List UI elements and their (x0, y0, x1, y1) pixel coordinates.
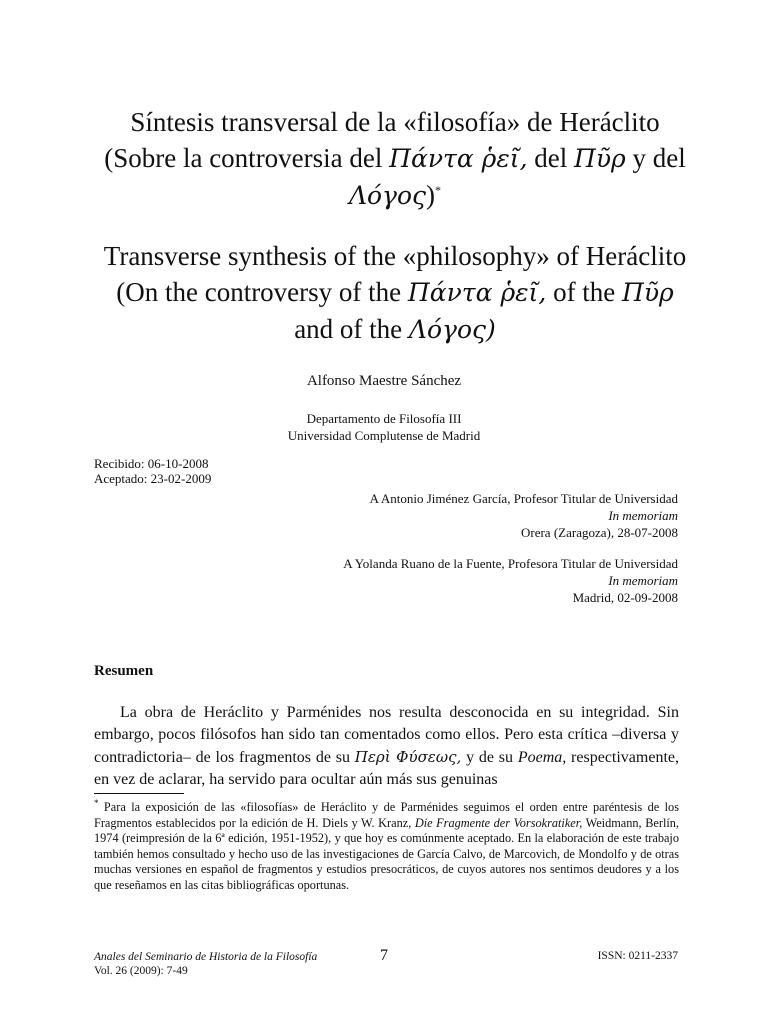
abstract-heading: Resumen (94, 663, 154, 679)
title-es-part3: y del (625, 143, 686, 173)
dedication-2 (118, 555, 678, 606)
accepted-date: Aceptado: 23-02-2009 (94, 471, 212, 486)
dedication-2-memoriam: In memoriam (608, 573, 678, 588)
page-number: 7 (380, 947, 388, 964)
affiliation-department: Departamento de Filosofía III (306, 411, 462, 426)
affiliation (0, 410, 768, 444)
dedication-1 (118, 490, 678, 541)
title-es-part1: Síntesis transversal de la «filosofía» de Heráclito (Sobre la controversia del (104, 107, 660, 173)
title-footnote-mark: * (435, 183, 442, 197)
title-en-part1: Transverse synthesis of the «philosophy» of Heráclito (On the controversy of the (103, 241, 687, 307)
title-es-part4: ) (426, 180, 436, 210)
abstract-text-1: La obra de Heráclito y Parménides nos resulta desconocida en su integridad. Sin embargo, pocos filósofos han sido tan comentados como ellos. Pero esta crítica –diversa y contradictoria– de los fragmentos de su (94, 704, 679, 766)
journal-citation (94, 950, 317, 978)
journal-volume: Vol. 26 (2009): 7-49 (94, 965, 188, 977)
title-es-greek-logos: Λόγος (348, 181, 427, 210)
abstract-text-3: respectivamente, en vez de aclarar, ha servido para ocultar aún más sus genuinas (94, 749, 679, 788)
dedication-1-memoriam: In memoriam (608, 508, 678, 523)
footnote-divider (94, 793, 184, 794)
abstract-text-2: y de su (461, 749, 518, 766)
title-en-greek-logos: Λόγος) (408, 315, 496, 344)
footnote-book-title: Die Fragmente der Vorsokratiker, (414, 815, 583, 830)
abstract-greek-peri-physeos: Περὶ Φύσεως, (354, 748, 462, 766)
dedication-2-name: A Yolanda Ruano de la Fuente, Profesora Titular de Universidad (343, 556, 678, 571)
title-es-greek-panta-rei: Πάντα ῥεῖ, (389, 144, 528, 173)
received-date: Recibido: 06-10-2008 (94, 456, 209, 471)
abstract-poema: Poema, (517, 749, 567, 766)
title-english (100, 238, 690, 348)
author-name: Alfonso Maestre Sánchez (306, 373, 462, 389)
title-es-greek-pyr: Πῦρ (574, 144, 626, 173)
footnote-text-2: Weidmann, Berlín, 1974 (reimpresión de la 6ª edición, 1951-1952), y que hoy es comúnmente aceptado. En la elaboración de este trabajo también hemos consultado y hecho uso de las investigaciones de García Calvo, de Marcovich, de Mondolfo y de otras muchas versiones en español de fragmentos y estudios presocráticos, de cuyos autores nos sentimos deudores y a los que reseñamos en las citas bibliográficas oportunas. (94, 815, 680, 892)
title-en-part2: of the (546, 277, 623, 307)
title-en-greek-panta-rei: Πάντα ῥεῖ, (407, 278, 547, 307)
footnote-text-1: Para la exposición de las «filosofías» de Heráclito y de Parménides seguimos el orden entre paréntesis de los Fragmentos establecidos por la edición de H. Diels y W. Kranz, (94, 800, 679, 830)
dedication-1-name: A Antonio Jiménez García, Profesor Titular de Universidad (369, 491, 678, 506)
footnote (94, 797, 680, 893)
dedication-1-place-date: Orera (Zaragoza), 28-07-2008 (520, 525, 678, 540)
dedication-2-place-date: Madrid, 02-09-2008 (572, 590, 678, 605)
submission-dates (94, 456, 211, 486)
title-en-greek-pyr: Πῦρ (622, 278, 674, 307)
journal-name: Anales del Seminario de Historia de la Filosofía (94, 951, 318, 963)
footnote-mark: * (94, 797, 99, 808)
title-spanish (100, 104, 690, 214)
issn: ISSN: 0211-2337 (597, 950, 678, 962)
affiliation-university: Universidad Complutense de Madrid (287, 428, 481, 443)
title-en-part3: and of the (294, 314, 409, 344)
title-es-part2: del (527, 143, 575, 173)
abstract-paragraph (94, 702, 679, 791)
